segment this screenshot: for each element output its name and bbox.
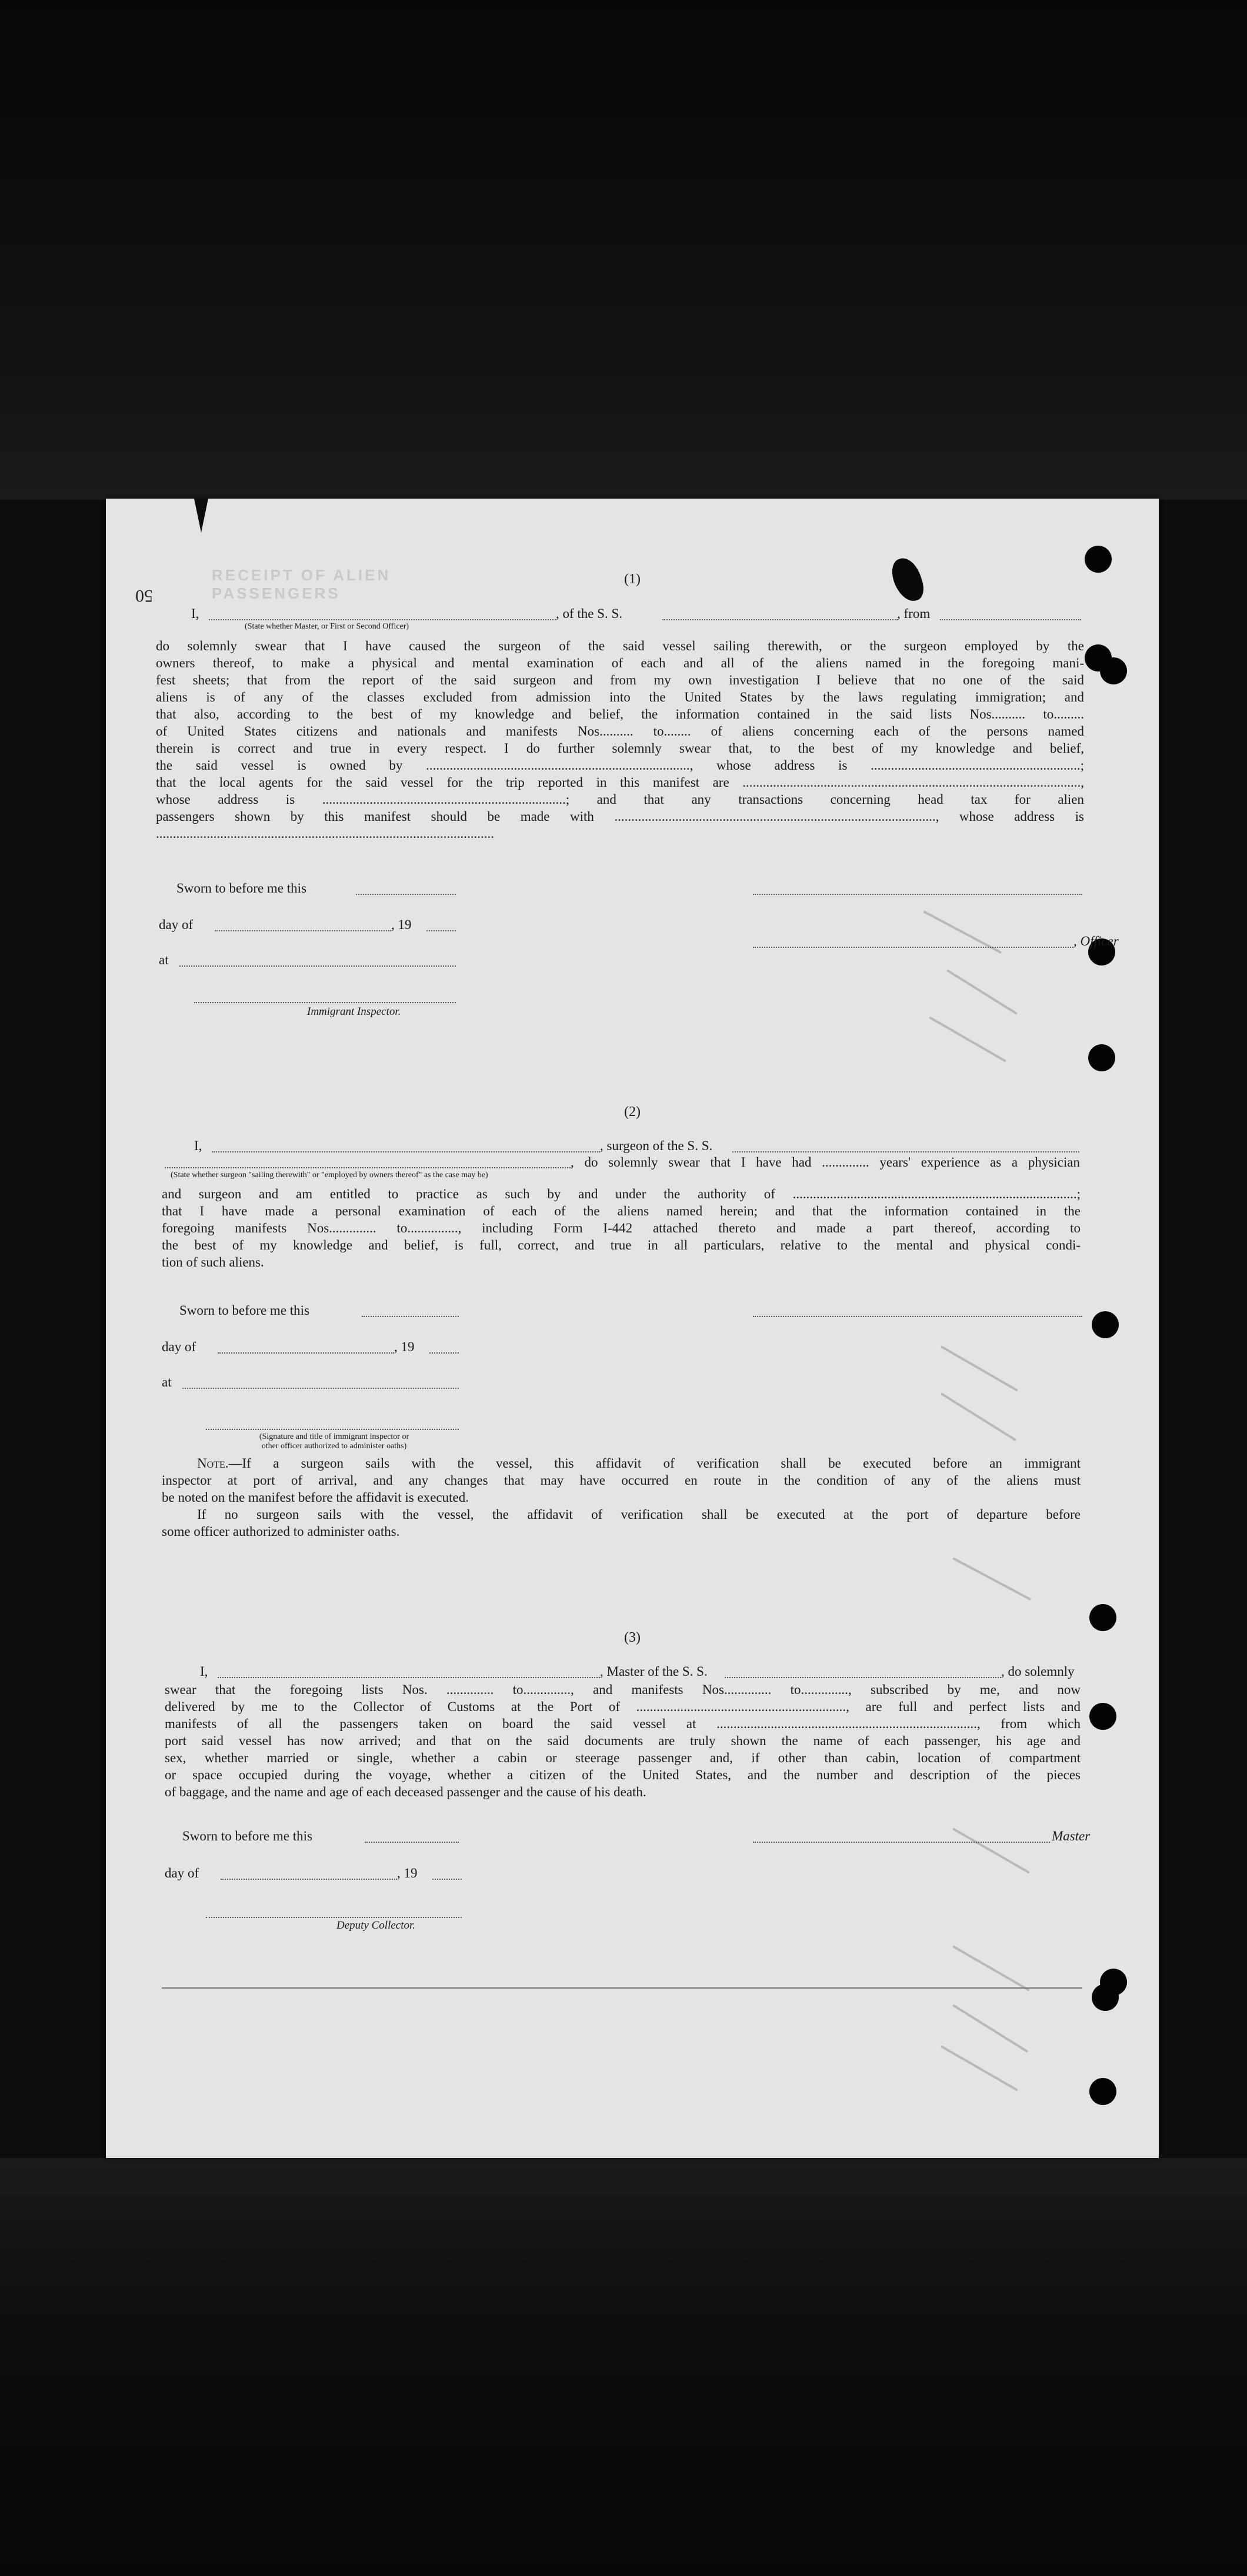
signature-caption-line: other officer authorized to administer oaths) [261, 1442, 407, 1451]
bleed-through-mark [941, 1345, 1018, 1391]
section-1-sworn-label: Sworn to before me this [176, 881, 307, 896]
oath-line: owners thereof, to make a physical and mental examination of each and all of the aliens named in the foregoing mani- [156, 656, 1084, 670]
collector-label: Deputy Collector. [336, 1919, 416, 1932]
surgeon-name-field [212, 1151, 600, 1152]
oath-line: aliens is of any of the classes excluded from admission into the United States by the laws regulating immigration; and [156, 690, 1084, 704]
oath-line: that also, according to the best of my knowledge and belief, the information contained in the said lists Nos.......... to......... [156, 707, 1084, 721]
oath-line: delivered by me to the Collector of Customs at the Port of .............................................................., are full and perfect lists and [165, 1699, 1081, 1714]
oath-line: of baggage, and the name and age of each deceased passenger and the cause of his death. [165, 1785, 646, 1799]
section-1-day-of: day of [159, 917, 194, 932]
bleed-through-mark [929, 1016, 1006, 1062]
punch-hole [1088, 1044, 1115, 1071]
punch-hole [1100, 657, 1127, 684]
section-1-at: at [159, 953, 169, 967]
inspector-signature-line [194, 1002, 456, 1003]
note-line: be noted on the manifest before the affidavit is executed. [162, 1490, 469, 1505]
section-3-master-of: , Master of the S. S. [600, 1664, 708, 1679]
officer-title-line [753, 947, 1073, 948]
departure-port-field [940, 619, 1081, 620]
master-name-field [209, 619, 556, 620]
scan-background-top [0, 0, 1247, 500]
section-1-i: I, [191, 606, 199, 621]
master-name-field [218, 1677, 600, 1678]
section-3-day-of: day of [165, 1866, 199, 1880]
section-2-i: I, [194, 1138, 202, 1153]
oath-line: that I have made a personal examination of each of the aliens named herein; and that the information contained in the [162, 1204, 1081, 1218]
oath-line: sex, whether married or single, whether a cabin or steerage passenger and, if other than cabin, location of compartment [165, 1750, 1081, 1765]
note-line: inspector at port of arrival, and any changes that may have occurred en route in the condition of any of the aliens must [162, 1473, 1081, 1488]
oath-line: fest sheets; that from the report of the said surgeon and from my own investigation I believe that no one of the said [156, 673, 1084, 687]
note-text: —If a surgeon sails with the vessel, this affidavit of verification shall be executed before an immigrant [228, 1456, 1081, 1471]
section-1-caption: (State whether Master, or First or Second Officer) [245, 622, 409, 631]
sworn-date-field [365, 1842, 459, 1843]
officer-signature-line [753, 894, 1082, 895]
inspector-label: Immigrant Inspector. [307, 1005, 401, 1018]
punch-hole [1089, 2078, 1116, 2105]
sworn-date-field [356, 894, 456, 895]
bleed-through-mark [941, 2045, 1018, 2091]
signature-caption-line: (Signature and title of immigrant inspector or [259, 1432, 409, 1441]
section-1-from: , from [897, 606, 931, 621]
scan-background-bottom [0, 2158, 1247, 2576]
surgeon-status-field [165, 1167, 571, 1168]
section-2-year: , 19 [394, 1339, 415, 1354]
master-signature-line [753, 1842, 1050, 1843]
oath-line: .................................................................................................... [156, 826, 494, 841]
oath-line: manifests of all the passengers taken on board the said vessel at ............................................................................., from which [165, 1716, 1081, 1731]
section-3-sworn-label: Sworn to before me this [182, 1829, 313, 1843]
oath-line: or space occupied during the voyage, whether a citizen of the United States, and the number and description of the pieces [165, 1768, 1081, 1782]
section-2-caption: (State whether surgeon "sailing therewith" or "employed by owners thereof" as the case may be) [171, 1171, 488, 1180]
section-1-year: , 19 [391, 917, 412, 932]
year-field [432, 1879, 462, 1880]
oath-line: the best of my knowledge and belief, is full, correct, and true in all particulars, relative to the mental and physical condi- [162, 1238, 1081, 1252]
signature-caption [211, 1432, 458, 1451]
inspector-signature-line [206, 1429, 459, 1430]
margin-page-number: 50 [135, 586, 153, 606]
note-label: Note. [197, 1456, 229, 1471]
bleed-through-mark [952, 1827, 1030, 1873]
bleed-through-mark [952, 2004, 1028, 2053]
section-2-surgeon-of: , surgeon of the S. S. [600, 1138, 713, 1153]
year-field [429, 1352, 459, 1354]
punch-hole [1092, 1311, 1119, 1338]
day-field [215, 930, 391, 931]
oath-line: of United States citizens and nationals and manifests Nos.......... to........ of aliens concerning each of the persons named [156, 724, 1084, 739]
page-notch [194, 499, 208, 533]
collector-signature-line [206, 1917, 462, 1918]
section-2-oath [162, 1185, 1081, 1271]
oath-line: do solemnly swear that I have caused the surgeon of the said vessel sailing therewith, or the surgeon employed by the [156, 639, 1084, 653]
section-1-number: (1) [624, 572, 641, 587]
oath-line: and surgeon and am entitled to practice as such by and under the authority of ....................................................................................; [162, 1187, 1081, 1201]
punch-hole [1092, 1984, 1119, 2011]
place-field [182, 1388, 459, 1389]
section-2-note [162, 1455, 1081, 1540]
oath-line: therein is correct and true in every respect. I do further solemnly swear that, to the best of my knowledge and belief, [156, 741, 1084, 756]
section-2-number: (2) [624, 1104, 641, 1120]
bleed-through-header: RECEIPT OF ALIEN PASSENGERS [212, 566, 391, 602]
section-2-experience: , do solemnly swear that I have had .............. years' experience as a physician [571, 1155, 1080, 1170]
section-3-solemnly: , do solemnly [1001, 1664, 1075, 1679]
section-1-oath [156, 637, 1084, 842]
bleed-through-mark [946, 969, 1018, 1015]
oath-line: swear that the foregoing lists Nos. .............. to.............., and manifests Nos.............. to.............., subscribed by me, and now [165, 1682, 1081, 1697]
punch-hole [1089, 1703, 1116, 1730]
surgeon-signature-line [753, 1316, 1082, 1317]
bleed-through-mark [952, 1945, 1030, 1991]
oath-line: that the local agents for the said vessel for the trip reported in this manifest are ...................................................................................................., [156, 775, 1084, 790]
oath-line: whose address is ........................................................................; and that any transactions concerning head tax for alien [156, 792, 1084, 807]
bleed-through-mark [952, 1557, 1031, 1601]
officer-label: , Officer [1073, 934, 1119, 948]
note-line: If no surgeon sails with the vessel, the affidavit of verification shall be executed at the port of departure before [197, 1507, 1081, 1522]
bottom-rule [162, 1987, 1082, 1989]
vessel-name-field [732, 1151, 1079, 1152]
oath-line: port said vessel has now arrived; and that on the said documents are truly shown the name of each passenger, his age and [165, 1733, 1081, 1748]
section-3-oath [165, 1681, 1081, 1800]
place-field [179, 965, 456, 967]
oath-line: the said vessel is owned by .............................................................................., whose address is ..............................................................; [156, 758, 1084, 773]
section-3-number: (3) [624, 1630, 641, 1645]
master-label: Master [1052, 1829, 1091, 1843]
manifest-back-page [106, 499, 1159, 2158]
year-field [426, 930, 456, 931]
note-line-1 [162, 1455, 1081, 1472]
section-1-of-ss: , of the S. S. [556, 606, 623, 621]
vessel-name-field [725, 1677, 1001, 1678]
oath-line: foregoing manifests Nos.............. to..............., including Form I-442 attached thereto and made a part thereof, according to [162, 1221, 1081, 1235]
punch-hole [1085, 546, 1112, 573]
sworn-date-field [362, 1316, 459, 1317]
punch-hole [1089, 1604, 1116, 1631]
section-3-year: , 19 [397, 1866, 418, 1880]
section-2-day-of: day of [162, 1339, 196, 1354]
day-field [221, 1879, 397, 1880]
note-line: some officer authorized to administer oaths. [162, 1524, 400, 1539]
section-2-at: at [162, 1375, 172, 1389]
oath-line: tion of such aliens. [162, 1255, 264, 1269]
section-3-i: I, [200, 1664, 208, 1679]
vessel-name-field [662, 619, 898, 620]
section-2-sworn-label: Sworn to before me this [179, 1303, 310, 1318]
oath-line: passengers shown by this manifest should be made with ..............................................................................................., whose address is [156, 809, 1084, 824]
day-field [218, 1352, 394, 1354]
bleed-through-mark [941, 1392, 1016, 1441]
